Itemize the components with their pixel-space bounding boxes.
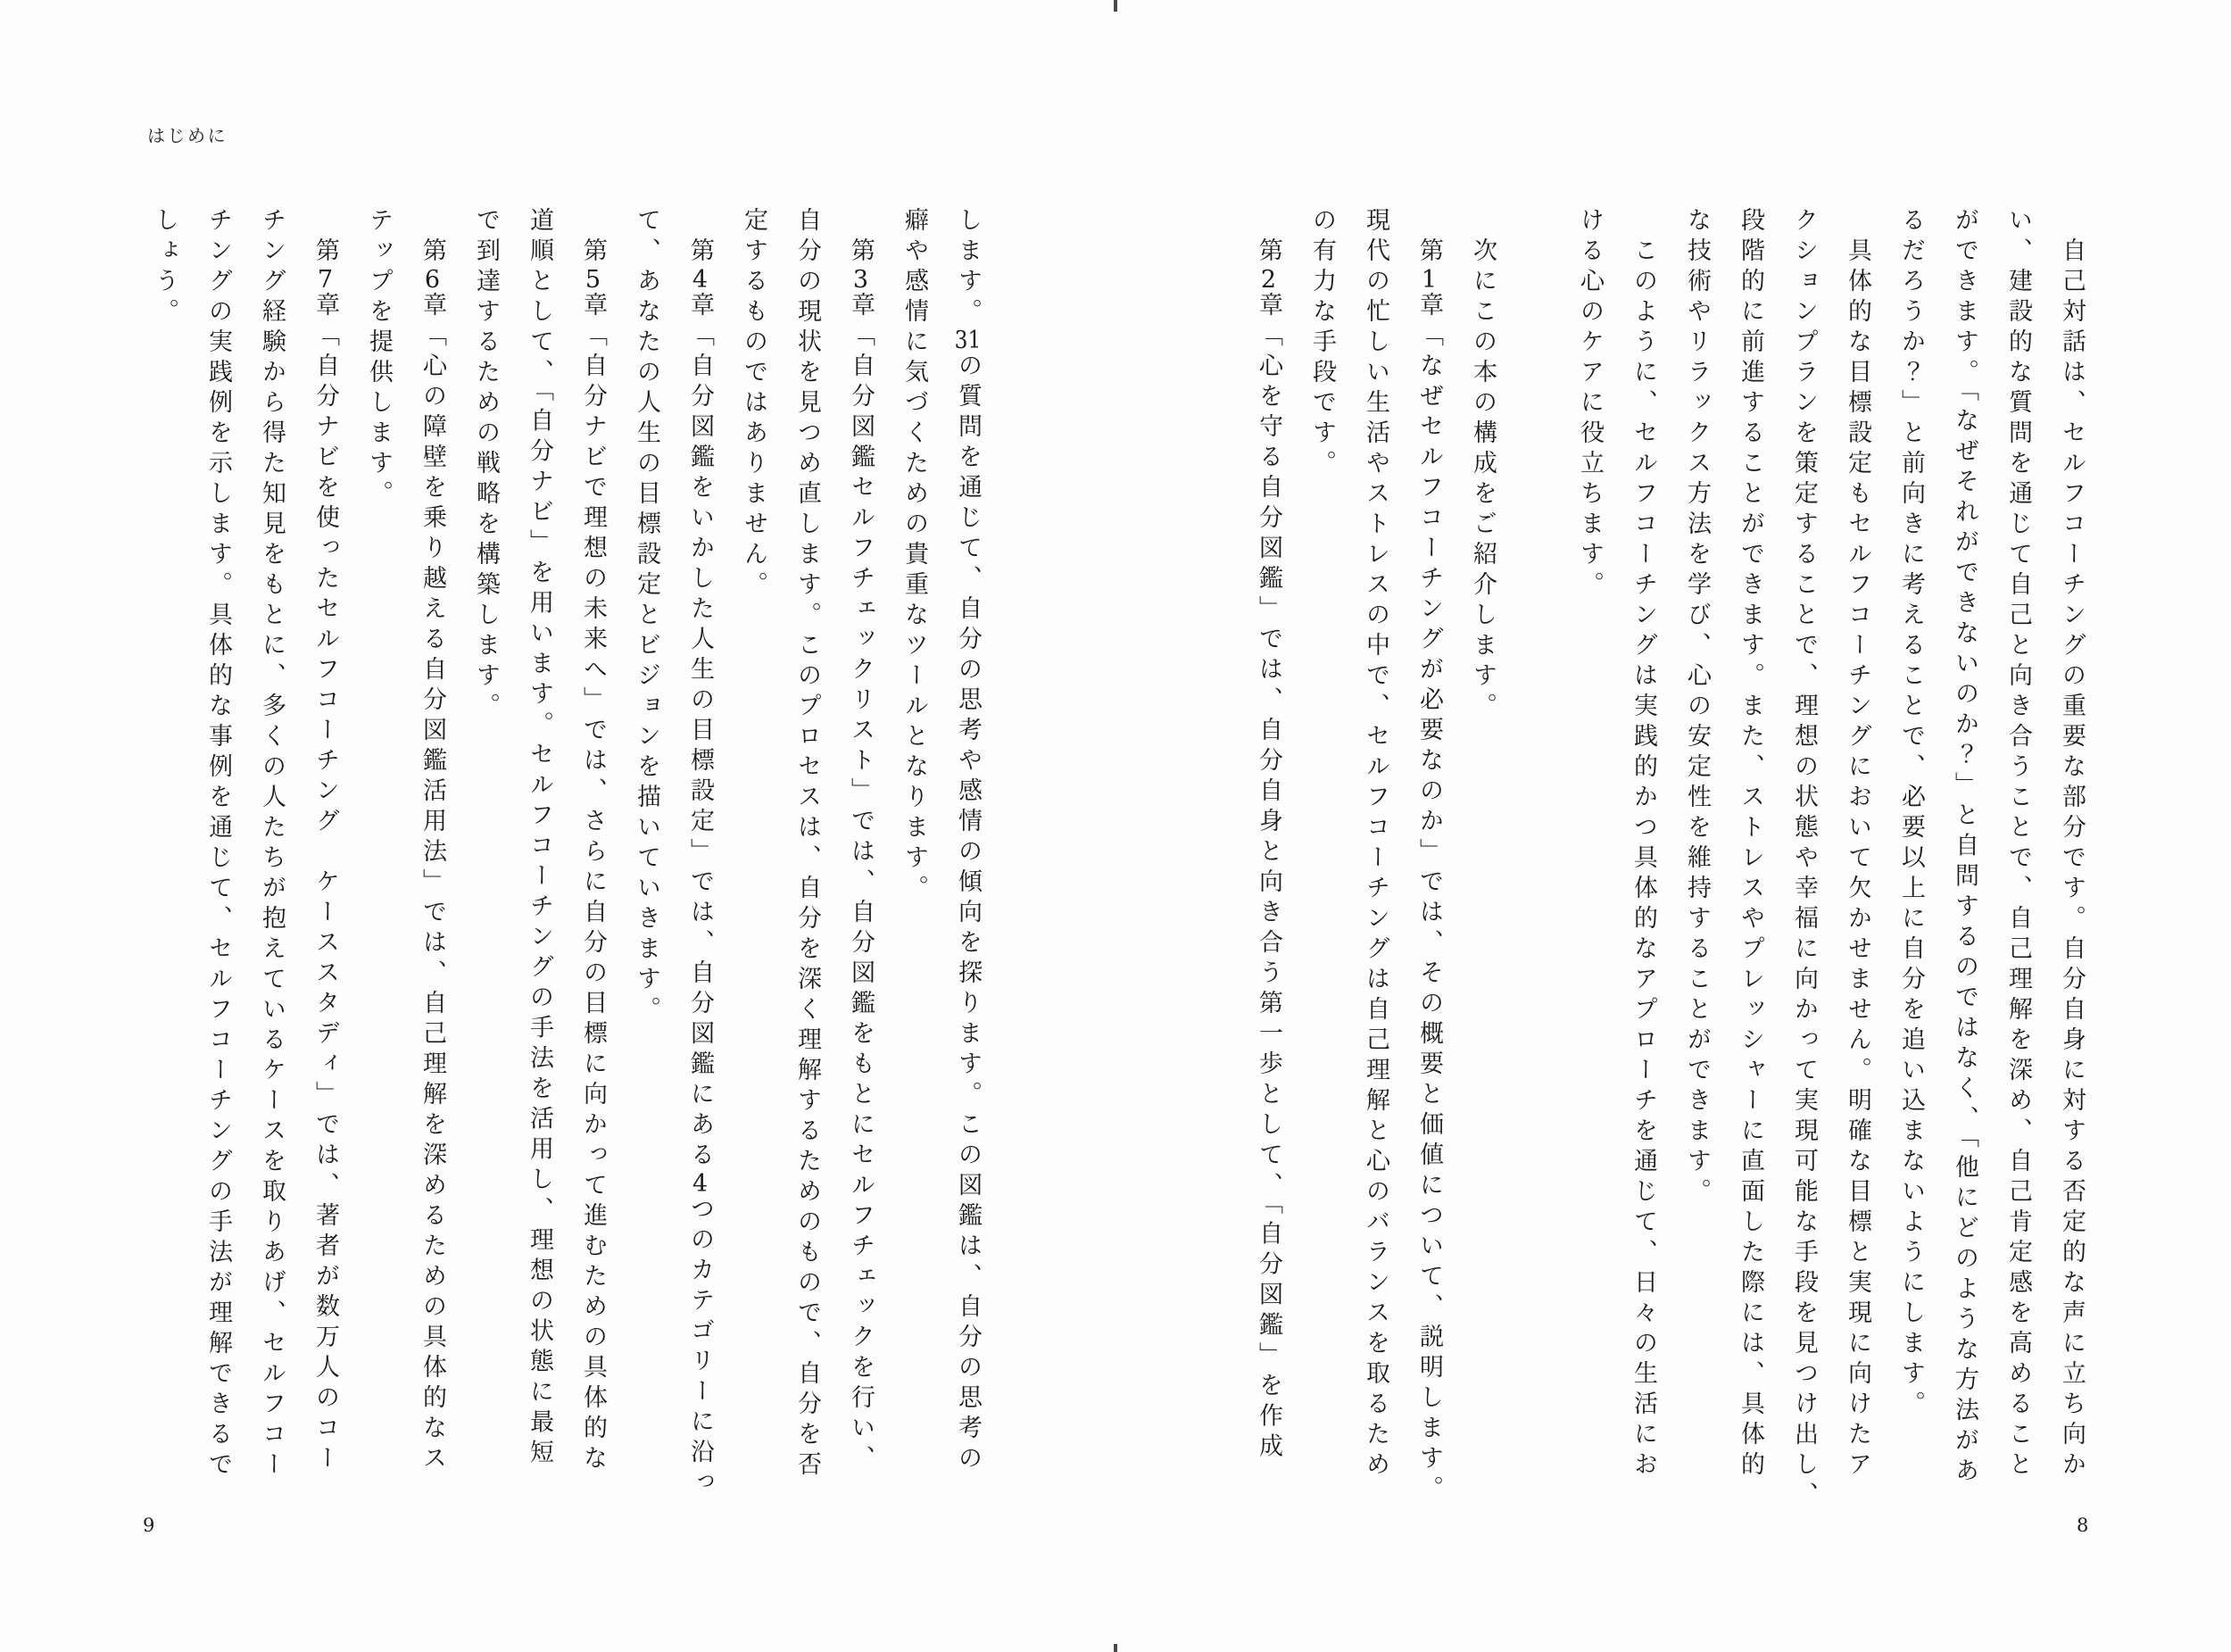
- text-column: ける心のケアに役立ちます。: [1576, 207, 1604, 602]
- text-column: 第6章「心の障壁を乗り越える自分図鑑活用法」では、自己理解を深めるための具体的なス: [419, 207, 446, 1475]
- text-column: クションプランを策定することで、理想の状態や幸福に向かって実現可能な手段を見つけ出し、: [1790, 207, 1818, 1512]
- text-column: で到達するための戦略を構築します。: [472, 207, 500, 723]
- text-column: 第3章「自分図鑑セルフチェックリスト」では、自分図鑑をもとにセルフチェックを行い、: [847, 207, 875, 1475]
- text-column: な技術やリラックス方法を学び、心の安定性を維持することができます。: [1683, 207, 1711, 1208]
- text-column: しょう。: [151, 207, 178, 328]
- text-column: テップを提供します。: [365, 207, 393, 511]
- text-column: チングの実践例を示します。具体的な事例を通じて、セルフコーチングの手法が理解できるで: [204, 207, 232, 1482]
- running-header: はじめに: [147, 125, 228, 146]
- text-column: します。31の質問を通じて、自分の思考や感情の傾向を探ります。この図鑑は、自分の思考の: [954, 207, 982, 1475]
- text-column: の有力な手段です。: [1308, 207, 1336, 480]
- text-column: 第2章「心を守る自分図鑑」では、自分自身と向き合う第一歩として、「自分図鑑」を作成: [1255, 207, 1282, 1464]
- text-column: 具体的な目標設定もセルフコーチングにおいて欠かせません。明確な目標と実現に向けたア: [1844, 207, 1871, 1482]
- page-number: 8: [2077, 1515, 2089, 1536]
- left-text-block: [137, 207, 994, 1499]
- text-column: て、あなたの人生の目標設定とビジョンを描いていきます。: [633, 207, 660, 1026]
- right-text-block: [1241, 207, 2098, 1512]
- page-number: 9: [143, 1515, 155, 1536]
- text-column: 第4章「自分図鑑をいかした人生の目標設定」では、自分図鑑にある4つのカテゴリーに沿っ: [686, 207, 714, 1499]
- text-column: このように、セルフコーチングは実践的かつ具体的なアプローチを通じて、日々の生活にお: [1630, 207, 1657, 1482]
- text-column: 定するものではありません。: [740, 207, 767, 602]
- text-column: 自己対話は、セルフコーチングの重要な部分です。自分自身に対する否定的な声に立ち向か: [2058, 207, 2086, 1482]
- page-right: [1116, 0, 2231, 1652]
- text-column: チング経験から得た知見をもとに、多くの人たちが抱えているケースを取りあげ、セルフコー: [258, 207, 286, 1482]
- text-column: 自分の現状を見つめ直します。このプロセスは、自分を深く理解するためのもので、自分を否: [793, 207, 821, 1482]
- text-column: 段階的に前進することができます。また、ストレスやプレッシャーに直面した際には、具体的: [1737, 207, 1764, 1482]
- text-column: い、建設的な質問を通じて自己と向き合うことで、自己理解を深め、自己肯定感を高めること: [2004, 207, 2032, 1482]
- text-column: ができます。「なぜそれができないのか？」と自問するのではなく、「他にどのような方法があ: [1951, 207, 1978, 1488]
- text-column: 第5章「自分ナビで理想の未来へ」では、さらに自分の目標に向かって進むための具体的な: [579, 207, 607, 1475]
- text-column: 癖や感情に気づくための貴重なツールとなります。: [900, 207, 928, 905]
- text-column: 現代の忙しい生活やストレスの中で、セルフコーチングは自己理解と心のバランスを取るため: [1362, 207, 1389, 1482]
- text-column: 道順として、「自分ナビ」を用います。セルフコーチングの手法を活用し、理想の状態に最短: [526, 207, 553, 1470]
- text-column: 第1章「なぜセルフコーチングが必要なのか」では、その概要と価値について、説明します。: [1415, 207, 1443, 1506]
- text-column: 第7章「自分ナビを使ったセルフコーチング ケーススタディ」では、著者が数万人のコー: [311, 207, 339, 1475]
- text-column-blank: [1509, 207, 1563, 1512]
- text-column: るだろうか？」と前向きに考えることで、必要以上に自分を追い込まないようにします。: [1897, 207, 1925, 1421]
- text-column: 次にこの本の構成をご紹介します。: [1469, 207, 1497, 723]
